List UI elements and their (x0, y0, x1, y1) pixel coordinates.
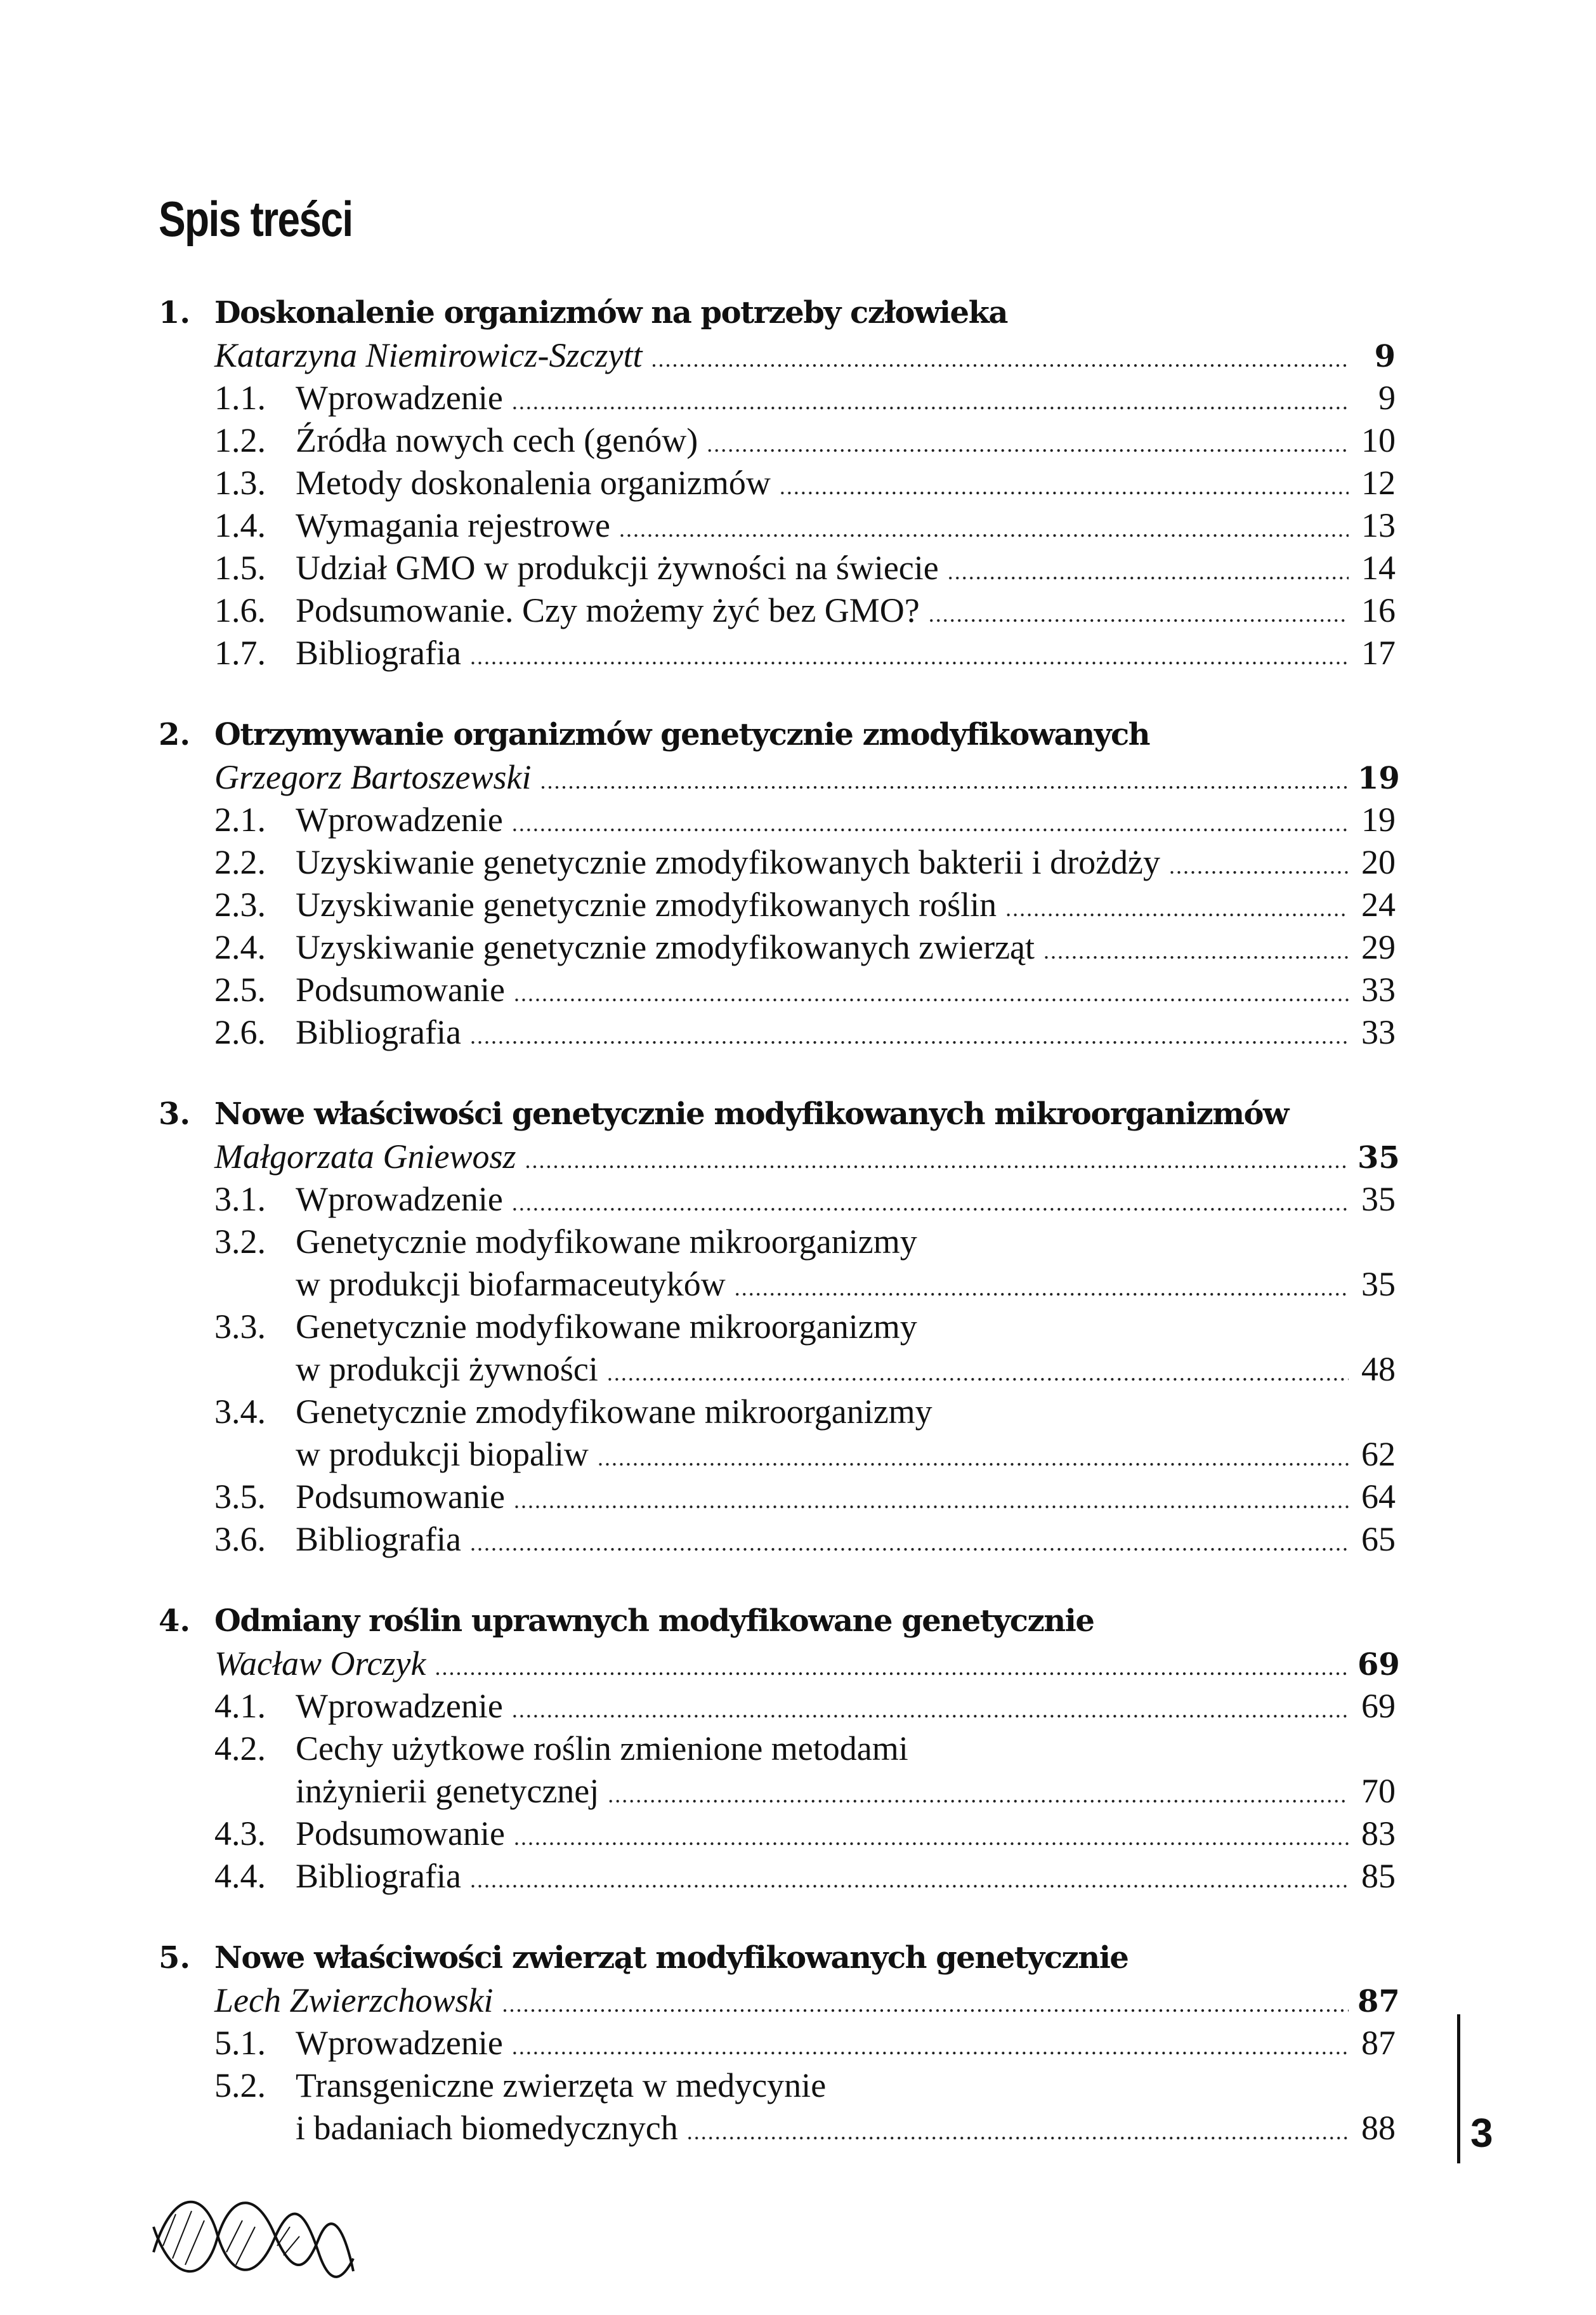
toc-section[interactable] (159, 589, 1396, 632)
chapter-number: 1. (159, 295, 191, 331)
dot-leader (948, 551, 1349, 593)
toc-section[interactable] (159, 377, 1396, 419)
toc-section[interactable] (159, 1813, 1396, 1855)
chapter-author: Grzegorz Bartoszewski (214, 758, 532, 796)
section-page: 62 (1361, 1435, 1396, 1473)
section-page: 19 (1361, 801, 1396, 839)
toc-section[interactable] (159, 1221, 1396, 1263)
section-number: 1.5. (214, 549, 266, 587)
section-page: 29 (1361, 928, 1396, 966)
section-number: 2.1. (214, 801, 266, 839)
section-title: Uzyskiwanie genetycznie zmodyfikowanych bakterii i drożdży (296, 843, 1160, 881)
section-number: 5.2. (214, 2066, 266, 2104)
section-number: 1.6. (214, 591, 266, 629)
section-page: 24 (1361, 886, 1396, 924)
section-title: Podsumowanie (296, 1814, 505, 1853)
dot-leader (514, 1479, 1349, 1522)
dot-leader (470, 1859, 1349, 1901)
dot-leader (514, 1816, 1349, 1859)
section-page: 14 (1361, 549, 1396, 587)
dna-helix-icon (147, 2176, 356, 2290)
section-number: 4.4. (214, 1857, 266, 1895)
section-page: 69 (1361, 1687, 1396, 1725)
section-number: 5.1. (214, 2024, 266, 2062)
dot-leader (512, 2026, 1349, 2068)
dot-leader (780, 466, 1349, 508)
section-number: 3.3. (214, 1308, 266, 1346)
toc-section[interactable] (159, 841, 1396, 884)
toc-section[interactable] (159, 547, 1396, 589)
section-title: Bibliografia (296, 1857, 461, 1895)
dot-leader (707, 423, 1349, 466)
chapter-author-row[interactable] (159, 1979, 1400, 2022)
chapter-title: Nowe właściwości zwierząt modyfikowanych genetycznie (214, 1940, 1128, 1976)
toc-section[interactable] (159, 1263, 1396, 1306)
section-page: 64 (1361, 1478, 1396, 1516)
section-number: 2.5. (214, 971, 266, 1009)
toc-chapter (159, 1600, 1400, 1898)
section-title: Uzyskiwanie genetycznie zmodyfikowanych roślin (296, 886, 997, 924)
section-number: 2.2. (214, 843, 266, 881)
section-title: Podsumowanie (296, 971, 505, 1009)
page-number: 3 (1470, 2110, 1493, 2156)
section-page: 16 (1361, 591, 1396, 629)
section-title: Metody doskonalenia organizmów (296, 464, 771, 502)
toc-section[interactable] (159, 632, 1396, 674)
section-page: 20 (1361, 843, 1396, 881)
toc-section[interactable] (159, 1178, 1396, 1221)
toc-chapter (159, 1937, 1400, 2149)
section-title: Bibliografia (296, 1013, 461, 1051)
toc-section[interactable] (159, 1855, 1396, 1898)
section-title: inżynierii genetycznej (296, 1772, 599, 1810)
section-number: 2.6. (214, 1013, 266, 1051)
chapter-heading[interactable] (159, 292, 1396, 334)
toc-section[interactable] (159, 1348, 1396, 1391)
dot-leader (651, 338, 1349, 381)
chapter-title: Otrzymywanie organizmów genetycznie zmodyfikowanych (214, 717, 1150, 752)
chapter-page: 19 (1357, 761, 1400, 796)
section-number: 3.6. (214, 1520, 266, 1558)
chapter-page: 35 (1357, 1140, 1400, 1176)
section-title: w produkcji biopaliw (296, 1435, 589, 1473)
section-title: Genetycznie modyfikowane mikroorganizmy (296, 1223, 917, 1261)
toc-section[interactable] (159, 1518, 1396, 1561)
dot-leader (470, 1522, 1349, 1564)
section-title: Genetycznie zmodyfikowane mikroorganizmy (296, 1393, 932, 1431)
dot-leader (607, 1352, 1349, 1394)
chapter-heading[interactable] (159, 714, 1396, 756)
chapter-number: 4. (159, 1603, 191, 1639)
toc-section[interactable] (159, 2107, 1396, 2149)
dot-leader (502, 1983, 1349, 2026)
toc-chapter (159, 1093, 1400, 1561)
section-title: Cechy użytkowe roślin zmienione metodami (296, 1729, 908, 1767)
section-page: 35 (1361, 1265, 1396, 1303)
toc-section[interactable] (159, 2064, 1396, 2107)
toc-section[interactable] (159, 1433, 1396, 1476)
dot-leader (1043, 930, 1349, 973)
toc-section[interactable] (159, 1306, 1396, 1348)
section-number: 1.2. (214, 421, 266, 459)
dot-leader (540, 760, 1349, 803)
section-number: 2.4. (214, 928, 266, 966)
section-page: 12 (1361, 464, 1396, 502)
toc-section[interactable] (159, 969, 1396, 1011)
dot-leader (687, 2111, 1349, 2153)
section-title: Podsumowanie. Czy możemy żyć bez GMO? (296, 591, 920, 629)
section-page: 33 (1361, 971, 1396, 1009)
section-page: 35 (1361, 1180, 1396, 1218)
section-number: 3.2. (214, 1223, 266, 1261)
section-page: 70 (1361, 1772, 1396, 1810)
toc-section[interactable] (159, 926, 1396, 969)
chapter-author-row[interactable] (159, 334, 1396, 377)
section-title: Transgeniczne zwierzęta w medycynie (296, 2066, 827, 2104)
page-title: Spis treści (159, 191, 353, 247)
section-page: 88 (1361, 2109, 1396, 2147)
dot-leader (1169, 845, 1349, 888)
chapter-heading[interactable] (159, 1093, 1396, 1136)
toc-section[interactable] (159, 1770, 1396, 1813)
section-page: 85 (1361, 1857, 1396, 1895)
dot-leader (470, 1015, 1349, 1058)
table-of-contents (159, 292, 1400, 2189)
chapter-author: Katarzyna Niemirowicz-Szczytt (214, 336, 643, 374)
dot-leader (619, 508, 1349, 551)
section-title: Uzyskiwanie genetycznie zmodyfikowanych zwierząt (296, 928, 1035, 966)
dot-leader (598, 1437, 1349, 1479)
chapter-heading[interactable] (159, 1600, 1396, 1643)
toc-section[interactable] (159, 1476, 1396, 1518)
section-title: w produkcji biofarmaceutyków (296, 1265, 726, 1303)
section-title: Źródła nowych cech (genów) (296, 421, 698, 459)
toc-section[interactable] (159, 504, 1396, 547)
section-title: Wprowadzenie (296, 1180, 503, 1218)
dot-leader (512, 381, 1349, 423)
section-page: 87 (1361, 2024, 1396, 2062)
section-number: 4.1. (214, 1687, 266, 1725)
section-title: Bibliografia (296, 634, 461, 672)
chapter-author-row[interactable] (159, 1136, 1400, 1178)
chapter-author: Małgorzata Gniewosz (214, 1138, 516, 1176)
folio-divider (1457, 2014, 1460, 2163)
section-page: 13 (1361, 506, 1396, 544)
dot-leader (512, 1689, 1349, 1731)
section-title: Genetycznie modyfikowane mikroorganizmy (296, 1308, 917, 1346)
dot-leader (608, 1774, 1349, 1816)
section-number: 1.1. (214, 379, 266, 417)
toc-chapter (159, 292, 1396, 674)
section-page: 9 (1378, 379, 1396, 417)
dot-leader (470, 636, 1349, 678)
chapter-title: Doskonalenie organizmów na potrzeby człowieka (214, 295, 1007, 331)
chapter-heading[interactable] (159, 1937, 1396, 1979)
section-title: Wprowadzenie (296, 1687, 503, 1725)
toc-section[interactable] (159, 1391, 1396, 1433)
section-number: 3.4. (214, 1393, 266, 1431)
dot-leader (735, 1267, 1349, 1309)
chapter-number: 2. (159, 717, 191, 752)
section-number: 2.3. (214, 886, 266, 924)
section-page: 10 (1361, 421, 1396, 459)
chapter-page: 69 (1357, 1647, 1400, 1682)
section-title: Wprowadzenie (296, 801, 503, 839)
chapter-author-row[interactable] (159, 756, 1400, 799)
section-number: 3.5. (214, 1478, 266, 1516)
toc-section[interactable] (159, 799, 1396, 841)
section-title: Wymagania rejestrowe (296, 506, 611, 544)
chapter-title: Nowe właściwości genetycznie modyfikowanych mikroorganizmów (214, 1096, 1288, 1132)
dot-leader (525, 1139, 1349, 1182)
chapter-number: 3. (159, 1096, 191, 1132)
dot-leader (1005, 888, 1349, 930)
section-title: Wprowadzenie (296, 2024, 503, 2062)
section-page: 33 (1361, 1013, 1396, 1051)
section-title: Podsumowanie (296, 1478, 505, 1516)
section-number: 3.1. (214, 1180, 266, 1218)
dot-leader (929, 593, 1349, 636)
chapter-title: Odmiany roślin uprawnych modyfikowane genetycznie (214, 1603, 1094, 1639)
section-number: 1.3. (214, 464, 266, 502)
chapter-author: Wacław Orczyk (214, 1644, 426, 1682)
section-page: 83 (1361, 1814, 1396, 1853)
section-number: 1.4. (214, 506, 266, 544)
section-title: Wprowadzenie (296, 379, 503, 417)
dot-leader (514, 973, 1349, 1015)
section-title: Bibliografia (296, 1520, 461, 1558)
chapter-author-row[interactable] (159, 1643, 1400, 1685)
toc-section[interactable] (159, 884, 1396, 926)
toc-section[interactable] (159, 2022, 1396, 2064)
toc-chapter (159, 714, 1400, 1054)
chapter-page: 87 (1357, 1984, 1400, 2019)
toc-section[interactable] (159, 462, 1396, 504)
chapter-page: 9 (1374, 339, 1396, 374)
toc-section[interactable] (159, 1685, 1396, 1728)
section-page: 48 (1361, 1350, 1396, 1388)
section-title: Udział GMO w produkcji żywności na świecie (296, 549, 939, 587)
section-page: 65 (1361, 1520, 1396, 1558)
section-page: 17 (1361, 634, 1396, 672)
chapter-number: 5. (159, 1940, 191, 1976)
section-number: 4.3. (214, 1814, 266, 1853)
toc-section[interactable] (159, 1011, 1396, 1054)
dot-leader (512, 803, 1349, 845)
dot-leader (512, 1182, 1349, 1224)
chapter-author: Lech Zwierzchowski (214, 1981, 494, 2019)
dot-leader (435, 1646, 1349, 1689)
section-number: 4.2. (214, 1729, 266, 1767)
toc-section[interactable] (159, 419, 1396, 462)
section-title: w produkcji żywności (296, 1350, 598, 1388)
toc-section[interactable] (159, 1728, 1396, 1770)
section-title: i badaniach biomedycznych (296, 2109, 678, 2147)
section-number: 1.7. (214, 634, 266, 672)
